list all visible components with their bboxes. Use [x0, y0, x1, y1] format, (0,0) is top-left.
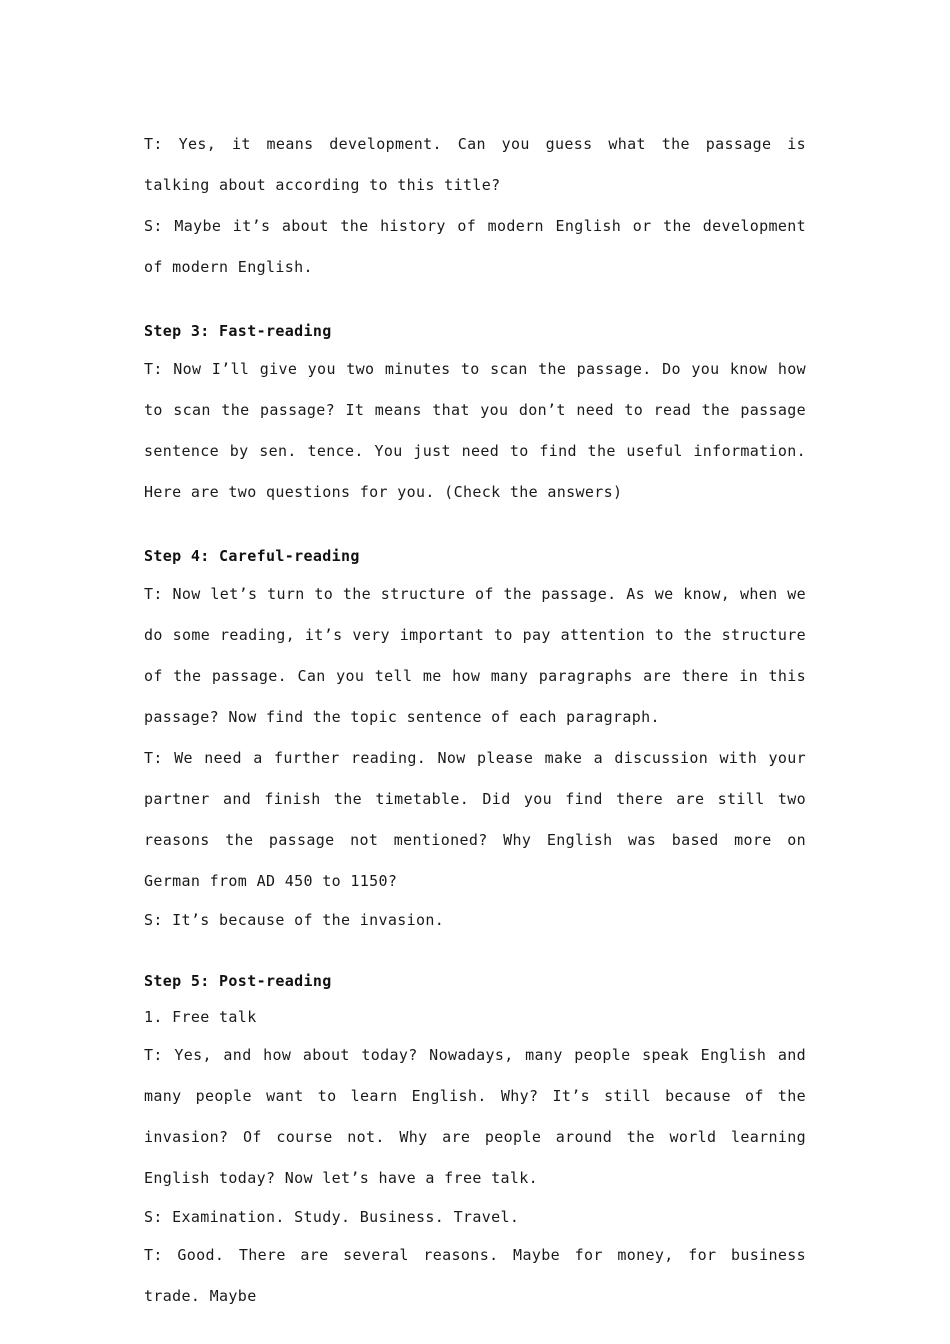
step4-paragraph-1: T: Now let’s turn to the structure of the passage. As we know, when we do some reading, it’s very important to pay attention to the structure of the passage. Can you tell me how many paragraphs are there in this passage? Now find the topic sentence of each paragraph.	[144, 585, 806, 726]
step5-student-line: S: Examination. Study. Business. Travel.	[144, 1208, 520, 1226]
step4-paragraph-2: T: We need a further reading. Now please make a discussion with your partner and finish the timetable. Did you find there are still two reasons the passage not mentioned? Why English was based more on German from AD 450 to 1150?	[144, 749, 806, 890]
document-body	[144, 124, 806, 1317]
step5-paragraph-1: T: Yes, and how about today? Nowadays, many people speak English and many people want to learn English. Why? It’s still because of the invasion? Of course not. Why are people around the world learning English today? Now let’s have a free talk.	[144, 1046, 806, 1187]
intro-student-line: S: Maybe it’s about the history of modern English or the development of modern English.	[144, 217, 806, 276]
step4-student-line: S: It’s because of the invasion.	[144, 911, 445, 929]
step5-subheading: 1. Free talk	[144, 1008, 257, 1026]
intro-teacher-line: T: Yes, it means development. Can you guess what the passage is talking about according to this title?	[144, 135, 806, 194]
step3-paragraph: T: Now I’ll give you two minutes to scan the passage. Do you know how to scan the passage? It means that you don’t need to read the passage sentence by sen. tence. You just need to find the useful information. Here are two questions for you. (Check the answers)	[144, 360, 806, 501]
step3-heading: Step 3: Fast-reading	[144, 322, 332, 340]
step4-heading: Step 4: Careful-reading	[144, 547, 360, 565]
step5-heading: Step 5: Post-reading	[144, 972, 332, 990]
step5-paragraph-2: T: Good. There are several reasons. Maybe for money, for business trade. Maybe	[144, 1246, 806, 1305]
